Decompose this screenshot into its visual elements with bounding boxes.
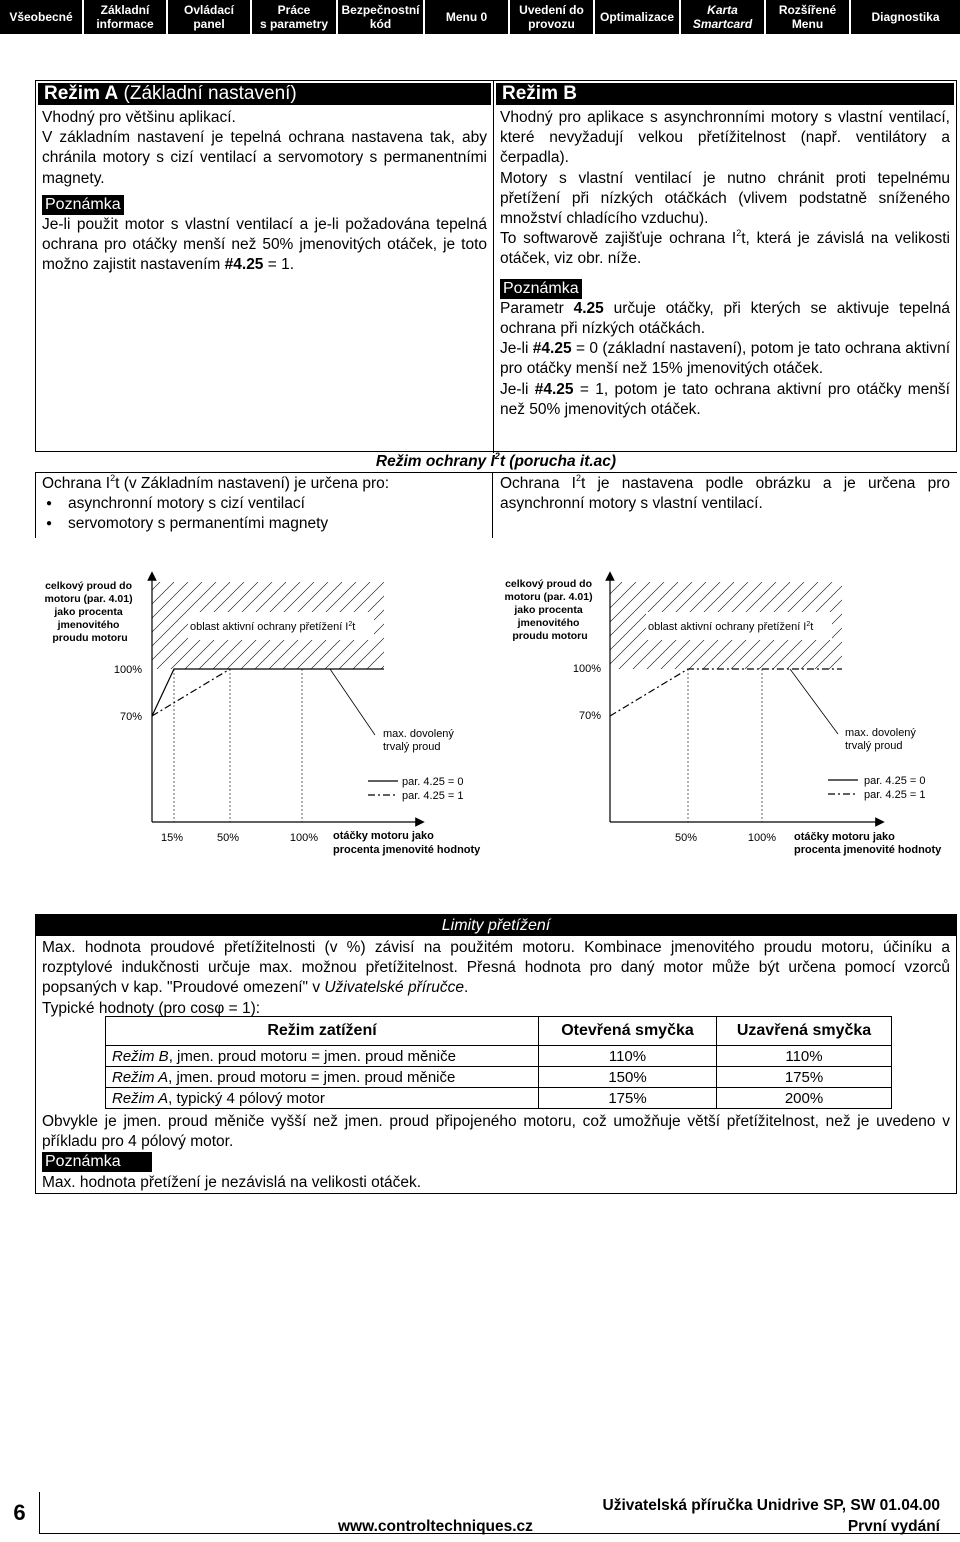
mode-a-p1: Vhodný pro většinu aplikací. <box>42 109 236 126</box>
tab-optimalizace[interactable]: Optimalizace <box>595 0 681 34</box>
graph-a-area-label: oblast aktivní ochrany přetížení $I^2t$ <box>190 621 356 633</box>
graph-b-legend-par0: par. 4.25 = 0 <box>864 775 926 787</box>
tab-uvedeni-do-provozu[interactable]: Uvedení do provozu <box>510 0 595 34</box>
graph-b-y-label: celkový proud do motoru (par. 4.01) jako procenta jmenovitého proudu motoru <box>504 578 593 642</box>
tab-zakladni-informace[interactable]: Základní informace <box>84 0 168 34</box>
graph-b-area-label: oblast aktivní ochrany přetížení $I^2t$ <box>648 621 814 633</box>
graph-a-legend-par0: par. 4.25 = 0 <box>402 776 464 788</box>
graph-a-max-label: max. dovolený trvalý proud <box>383 728 454 753</box>
tab-menu-0[interactable]: Menu 0 <box>425 0 510 34</box>
graph-b-x-tick-100: 100% <box>747 832 777 844</box>
mode-b-n3: Je-li #4.25 = 1, potom je tato ochrana aktivní pro otáčky menší než 50% jmenovitých otáček. <box>500 380 950 418</box>
mode-a-section <box>36 83 493 276</box>
limits-body <box>42 938 950 1019</box>
graph-b-max-pointer <box>790 669 838 734</box>
table-cell: 150% <box>539 1067 717 1088</box>
website-link[interactable]: www.controltechniques.cz <box>338 1518 533 1535</box>
limits-section <box>35 914 957 1194</box>
graph-b-x-tick-50: 50% <box>674 832 698 844</box>
i2t-bullet-item: ● asynchronní motory s cizí ventilací <box>68 494 487 514</box>
tab-karta-smartcard[interactable]: Karta Smartcard <box>681 0 766 34</box>
i2t-title: Režim ochrany $I^2t$ (porucha it.ac) <box>375 450 617 470</box>
mode-a-body <box>36 105 493 276</box>
limits-col-mode: Režim zatížení <box>106 1017 539 1046</box>
mode-a-note-text: Je-li použit motor s vlastní ventilací a je-li požadována tepelná ochrana pro otáčky menší než 50% jmenovitých otáček, je toto možno zajistit nastavením #4.25 = 1. <box>42 216 487 274</box>
mode-b-n2: Je-li #4.25 = 0 (základní nastavení), potom je tato ochrana aktivní pro otáčky menší než 15% jmenovitých otáček. <box>500 340 950 378</box>
table-cell: Režim A, jmen. proud motoru = jmen. proud měniče <box>106 1067 539 1088</box>
i2t-left-text <box>42 474 487 535</box>
tab-diagnostika[interactable]: Diagnostika <box>851 0 960 34</box>
table-cell: 110% <box>717 1046 892 1067</box>
tab-prace-s-parametry[interactable]: Práce s parametry <box>252 0 338 34</box>
tab-ovladaci-panel[interactable]: Ovládací panel <box>168 0 252 34</box>
table-cell: 175% <box>717 1067 892 1088</box>
mode-b-p1: Vhodný pro aplikace s asynchronními motory s vlastní ventilací, které nevyžadují velkou přetížitelnost (např. ventilátory a čerpadla). <box>500 109 950 167</box>
table-row <box>106 1067 892 1088</box>
mode-b-p3: To softwarově zajišťuje ochrana $I^2t$, která je závislá na velikosti otáček, viz obr. níže. <box>500 228 950 268</box>
graph-a-x-tick-50: 50% <box>216 832 240 844</box>
i2t-graphs <box>0 560 960 870</box>
graph-mode-b <box>504 576 942 856</box>
mode-b-n1: Parametr 4.25 určuje otáčky, při kterých se aktivuje tepelná ochrana při nízkých otáčkách. <box>500 299 950 338</box>
table-cell: Režim A, typický 4 pólový motor <box>106 1088 539 1109</box>
i2t-bullet-item: ● servomotory s permanentími magnety <box>68 514 487 534</box>
limits-table <box>105 1016 892 1109</box>
graph-b-x-label: otáčky motoru jako procenta jmenovité hodnoty <box>794 831 942 856</box>
tab-bezpecnostni-kod[interactable]: Bezpečnostní kód <box>338 0 425 34</box>
table-cell: 110% <box>539 1046 717 1067</box>
graph-a-x-label: otáčky motoru jako procenta jmenovité hodnoty <box>333 830 481 856</box>
i2t-left-rule <box>35 472 36 538</box>
limits-p2: Typické hodnoty (pro cosφ = 1): <box>42 999 261 1017</box>
limits-title: Limity přetížení <box>35 914 957 936</box>
table-row <box>106 1088 892 1109</box>
i2t-section <box>35 452 957 538</box>
i2t-mid-rule <box>492 472 493 538</box>
limits-footer-text <box>42 1112 950 1193</box>
modes-box <box>35 80 957 452</box>
edition-label: První vydání <box>847 1518 940 1535</box>
mode-a-title: Režim A (Základní nastavení) <box>38 83 491 105</box>
graph-a-y-tick-100: 100% <box>113 664 142 676</box>
mode-b-p2: Motory s vlastní ventilací je nutno chránit proti tepelnému přetížení při nízkých otáčkách (vlivem podstatně sníženého množství chladícího vzduchu). <box>500 169 950 228</box>
i2t-top-rule <box>35 472 957 473</box>
limits-note-label: Poznámka <box>42 1152 152 1172</box>
mode-b-note-label: Poznámka <box>500 279 582 299</box>
limits-p4: Max. hodnota přetížení je nezávislá na velikosti otáček. <box>42 1173 422 1191</box>
i2t-bullets <box>42 494 487 534</box>
graph-a-legend-par1: par. 4.25 = 1 <box>402 790 464 802</box>
graph-mode-a <box>44 576 481 856</box>
graph-a-curve-par1 <box>152 669 230 716</box>
graph-b-y-tick-100: 100% <box>572 663 601 675</box>
i2t-left-intro: Ochrana $I^2t$ (v Základním nastavení) je určena pro: <box>42 472 390 492</box>
mode-b-title: Režim B <box>496 83 954 105</box>
page-number: 6 <box>0 1492 40 1534</box>
limits-col-open: Otevřená smyčka <box>539 1017 717 1046</box>
manual-title: Uživatelská příručka Unidrive SP, SW 01.04.00 <box>602 1497 940 1514</box>
mode-a-p2: V základním nastavení je tepelná ochrana nastavena tak, aby chránila motory s cizí ventilací a servomotory s permanentními magnety. <box>42 129 487 187</box>
table-cell: Režim B, jmen. proud motoru = jmen. proud měniče <box>106 1046 539 1067</box>
graph-b-max-label: max. dovolený trvalý proud <box>845 727 916 752</box>
tab-vseobecne[interactable]: Všeobecné <box>0 0 84 34</box>
section-nav <box>0 0 960 34</box>
limits-p3: Obvykle je jmen. proud měniče vyšší než jmen. proud připojeného motoru, což umožňuje větší přetížitelnost, než je uvedeno v příkladu pro 4 pólový motor. <box>42 1113 950 1151</box>
graph-b-y-tick-70: 70% <box>578 710 601 722</box>
graph-a-curve-par0 <box>152 669 384 716</box>
limits-table-header <box>106 1017 892 1046</box>
i2t-right-text: Ochrana $I^2t$ je nastavena podle obrázku a je určena pro asynchronní motory s vlastní ventilací. <box>500 472 950 513</box>
table-cell: 200% <box>717 1088 892 1109</box>
table-cell: 175% <box>539 1088 717 1109</box>
mode-a-note-label: Poznámka <box>42 195 124 215</box>
limits-col-closed: Uzavřená smyčka <box>717 1017 892 1046</box>
graph-a-x-tick-15: 15% <box>160 832 184 844</box>
table-row <box>106 1046 892 1067</box>
mode-b-body <box>494 105 956 420</box>
graph-a-y-tick-70: 70% <box>119 711 142 723</box>
graph-a-x-tick-100: 100% <box>289 832 319 844</box>
graph-a-max-pointer <box>330 669 375 735</box>
limits-p1: Max. hodnota proudové přetížitelnosti (v %) závisí na použitém motoru. Kombinace jmenovitého proudu motoru, účiníku a rozptylové indukčnosti určuje max. možnou přetížitelnost. Přesná hodnota pro daný motor může být určena pomocí vzorců popsaných v kap. "Proudové omezení" v Uživatelské příručce. <box>42 939 950 997</box>
graph-b-legend-par1: par. 4.25 = 1 <box>864 789 926 801</box>
tab-rozsirene-menu[interactable]: Rozšířené Menu <box>766 0 851 34</box>
graph-a-y-label: celkový proud do motoru (par. 4.01) jako procenta jmenovitého proudu motoru <box>44 580 133 644</box>
mode-b-section <box>494 83 956 420</box>
